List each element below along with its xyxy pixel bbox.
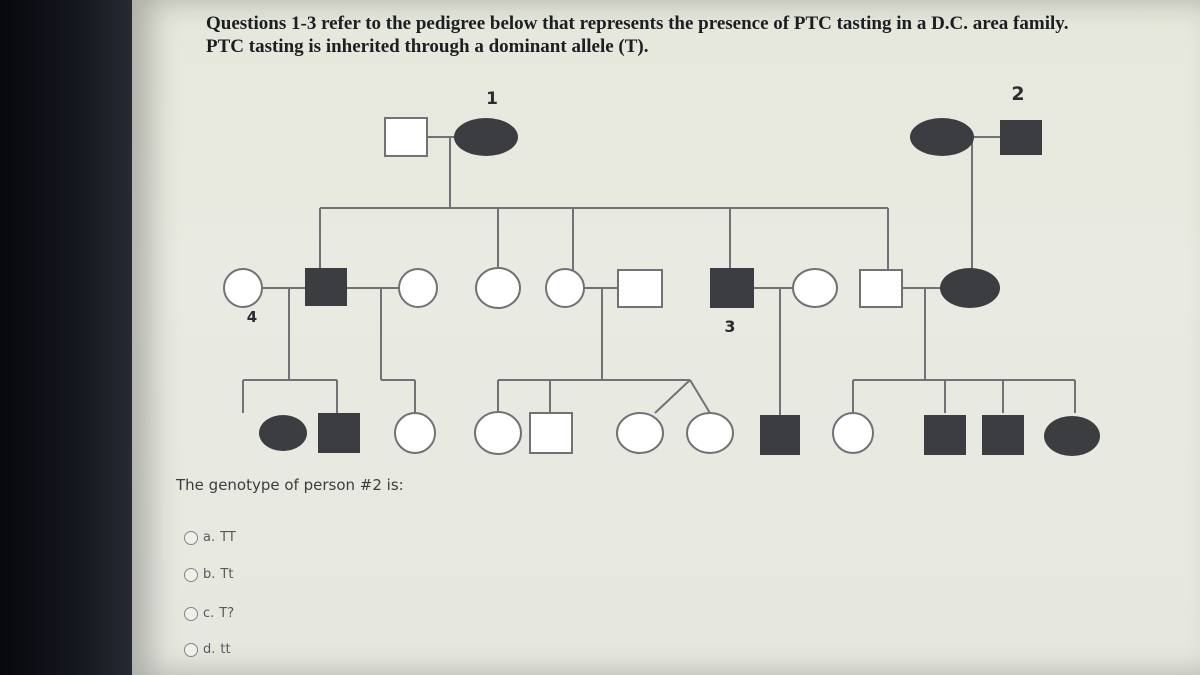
option-label: tt [220, 642, 231, 657]
unaffected-female-twin [687, 413, 733, 453]
radio-button-icon[interactable] [184, 643, 198, 657]
person-label-2: 2 [1011, 83, 1025, 105]
question-text: Questions 1-3 refer to the pedigree below that represents the presence of PTC tasting in a D.C. area family. PTC tasting is inherited through a dominant allele (T). [206, 13, 1069, 57]
unaffected-female [546, 269, 584, 307]
affected-male [1000, 120, 1042, 155]
unaffected-female [399, 269, 437, 307]
affected-female [1044, 416, 1100, 456]
affected-male [305, 268, 347, 306]
affected-male [982, 415, 1024, 455]
affected-male [318, 413, 360, 453]
option-c[interactable] [184, 606, 234, 621]
person-label-3: 3 [724, 317, 736, 336]
affected-female [910, 118, 974, 156]
unaffected-female-twin [617, 413, 663, 453]
option-letter: c. [203, 606, 215, 621]
unaffected-male [618, 270, 662, 307]
option-a[interactable] [184, 530, 236, 545]
unaffected-female [395, 413, 435, 453]
unaffected-female [833, 413, 873, 453]
option-d[interactable] [184, 642, 231, 657]
affected-male [760, 415, 800, 455]
option-letter: d. [203, 642, 216, 657]
option-label: T? [219, 606, 235, 621]
affected-male [710, 268, 754, 308]
unaffected-female [476, 268, 520, 308]
affected-female [454, 118, 518, 156]
unaffected-male [530, 413, 572, 453]
radio-button-icon[interactable] [184, 531, 198, 545]
option-b[interactable] [184, 567, 233, 582]
unaffected-male [385, 118, 427, 156]
person-label-1: 1 [486, 89, 498, 109]
unaffected-female [793, 269, 837, 307]
option-label: Tt [220, 567, 234, 582]
unaffected-female [224, 269, 262, 307]
unaffected-male [860, 270, 902, 307]
radio-button-icon[interactable] [184, 607, 198, 621]
affected-female [940, 268, 1000, 308]
radio-button-icon[interactable] [184, 568, 198, 582]
person-label-4: 4 [246, 308, 258, 326]
question-prompt: The genotype of person #2 is: [176, 476, 404, 494]
option-letter: b. [203, 567, 216, 582]
affected-male [924, 415, 966, 455]
option-letter: a. [203, 530, 216, 545]
option-label: TT [220, 530, 236, 545]
affected-female [259, 415, 307, 451]
unaffected-female [475, 412, 521, 454]
